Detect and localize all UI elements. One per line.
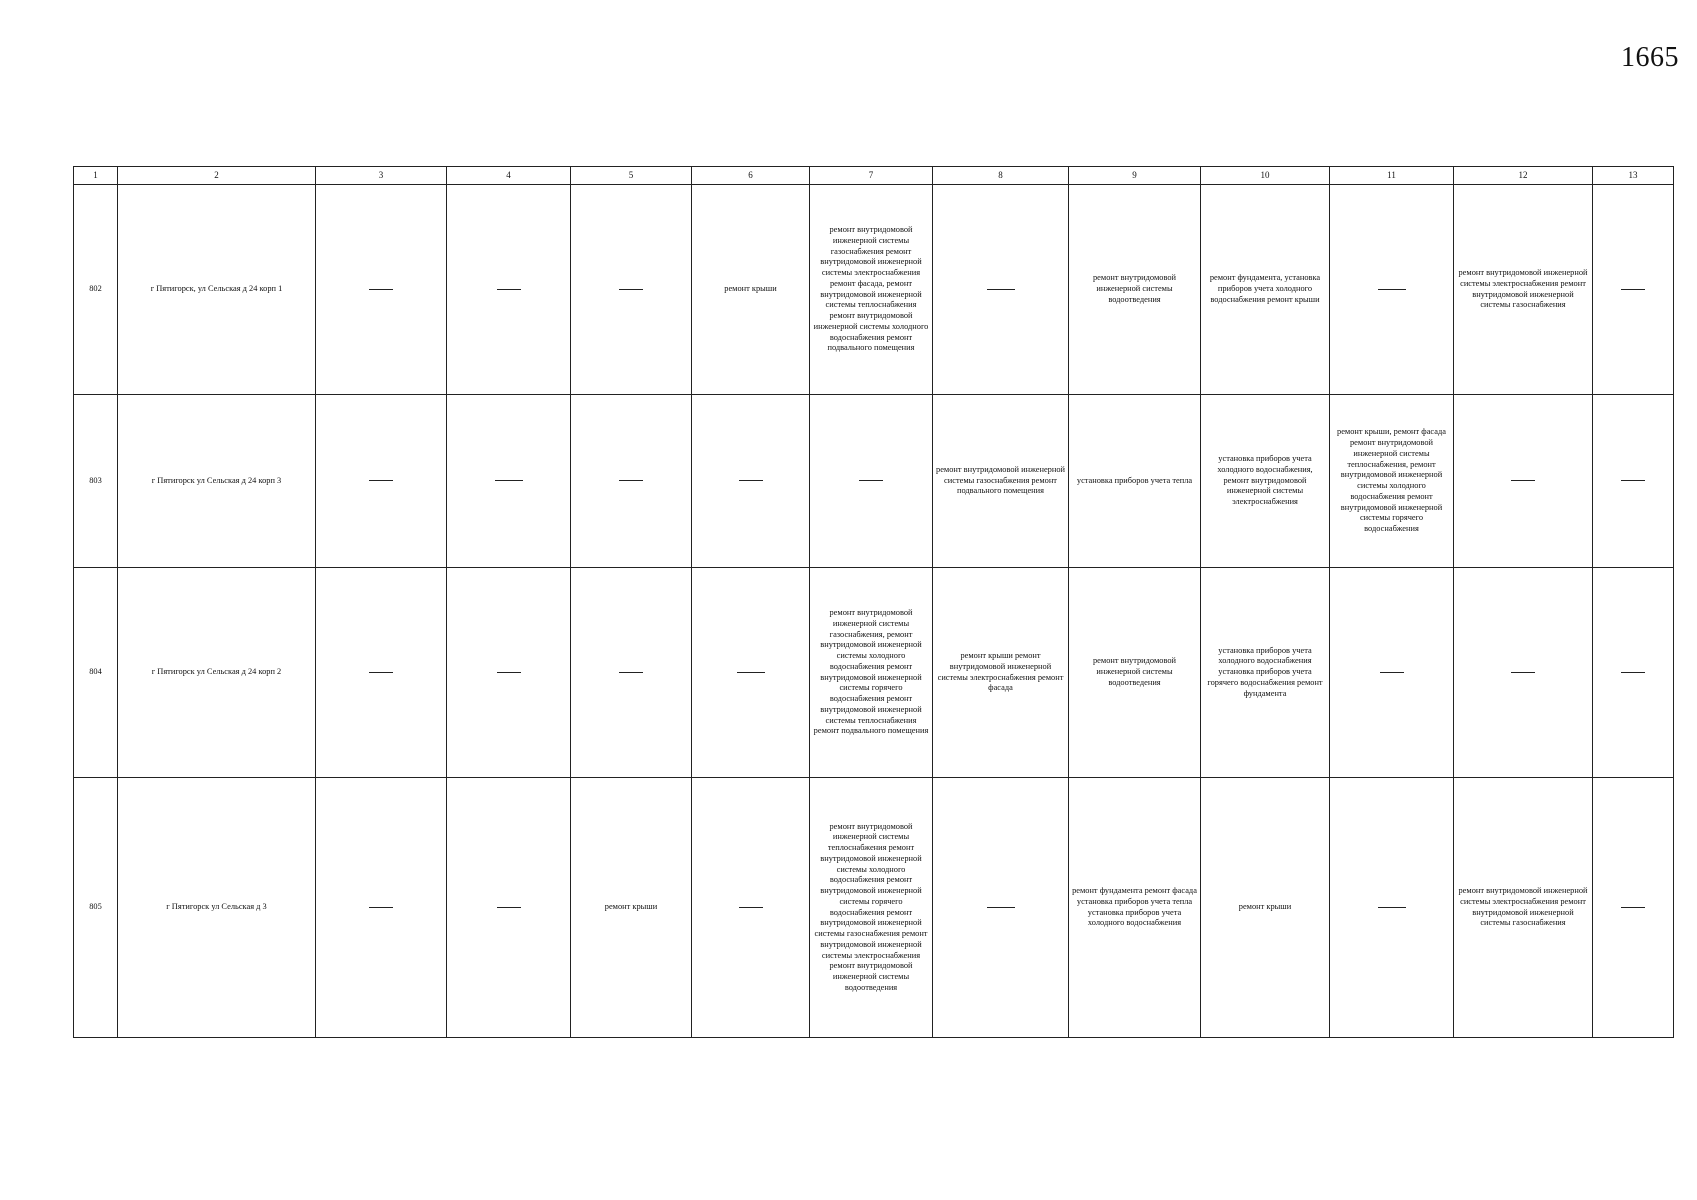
table-cell: [316, 778, 447, 1038]
table-cell: [316, 395, 447, 568]
table-cell: [692, 395, 810, 568]
table-row: [74, 395, 1674, 568]
column-header: 7: [810, 167, 933, 185]
dash-mark: [497, 672, 521, 673]
page-number: 1665: [1621, 42, 1679, 73]
table-cell: [447, 395, 571, 568]
table-cell: ремонт внутридомовой инженерной системы водоотведения: [1069, 568, 1201, 778]
table-cell: [447, 778, 571, 1038]
dash-mark: [737, 672, 765, 673]
column-header: 12: [1454, 167, 1593, 185]
table-cell: ремонт внутридомовой инженерной системы газоснабжения, ремонт внутридомовой инженерной системы холодного водоснабжения ремонт внутридомовой инженерной системы горячего водоснабжения ремонт внутридомовой инженерной системы теплоснабжения ремонт подвального помещения: [810, 568, 933, 778]
column-number-row: [74, 167, 1674, 185]
dash-mark: [619, 480, 643, 481]
table-cell: ремонт внутридомовой инженерной системы теплоснабжения ремонт внутридомовой инженерной системы холодного водоснабжения ремонт внутридомовой инженерной системы горячего водоснабжения ремонт внутридомовой инженерной системы газоснабжения ремонт внутридомовой инженерной системы электроснабжения ремонт внутридомовой инженерной системы водоотведения: [810, 778, 933, 1038]
table-cell: ремонт внутридомовой инженерной системы электроснабжения ремонт внутридомовой инженерной системы газоснабжения: [1454, 778, 1593, 1038]
table-cell: [810, 395, 933, 568]
table-cell: [692, 568, 810, 778]
table-cell: ремонт крыши ремонт внутридомовой инженерной системы электроснабжения ремонт фасада: [933, 568, 1069, 778]
dash-mark: [1621, 907, 1645, 908]
table-cell: установка приборов учета холодного водоснабжения, ремонт внутридомовой инженерной системы электроснабжения: [1201, 395, 1330, 568]
dash-mark: [987, 289, 1015, 290]
address-cell: г Пятигорск ул Сельская д 24 корп 3: [118, 395, 316, 568]
column-header: 9: [1069, 167, 1201, 185]
column-header: 5: [571, 167, 692, 185]
table-cell: ремонт крыши: [1201, 778, 1330, 1038]
column-header: 2: [118, 167, 316, 185]
column-header: 6: [692, 167, 810, 185]
dash-mark: [369, 907, 393, 908]
table-cell: ремонт крыши: [571, 778, 692, 1038]
row-number: 803: [74, 395, 118, 568]
table-cell: [933, 778, 1069, 1038]
table-cell: установка приборов учета холодного водоснабжения установка приборов учета горячего водоснабжения ремонт фундамента: [1201, 568, 1330, 778]
table-cell: [447, 568, 571, 778]
table-cell: установка приборов учета тепла: [1069, 395, 1201, 568]
dash-mark: [1378, 907, 1406, 908]
dash-mark: [1621, 480, 1645, 481]
table-cell: [1454, 568, 1593, 778]
dash-mark: [1511, 480, 1535, 481]
dash-mark: [369, 480, 393, 481]
dash-mark: [739, 907, 763, 908]
dash-mark: [495, 480, 523, 481]
table-cell: [316, 185, 447, 395]
column-header: 8: [933, 167, 1069, 185]
table-cell: [316, 568, 447, 778]
table-cell: [447, 185, 571, 395]
repair-schedule-table: [73, 166, 1674, 1038]
dash-mark: [497, 907, 521, 908]
column-header: 1: [74, 167, 118, 185]
dash-mark: [987, 907, 1015, 908]
address-cell: г Пятигорск ул Сельская д 3: [118, 778, 316, 1038]
table-cell: [1330, 778, 1454, 1038]
address-cell: г Пятигорск ул Сельская д 24 корп 2: [118, 568, 316, 778]
table-cell: [571, 395, 692, 568]
column-header: 10: [1201, 167, 1330, 185]
row-number: 804: [74, 568, 118, 778]
dash-mark: [739, 480, 763, 481]
table-cell: [1593, 568, 1674, 778]
dash-mark: [619, 672, 643, 673]
dash-mark: [1511, 672, 1535, 673]
table-cell: [571, 568, 692, 778]
dash-mark: [1380, 672, 1404, 673]
table-cell: ремонт крыши, ремонт фасада ремонт внутридомовой инженерной системы теплоснабжения, ремонт внутридомовой инженерной системы холодного водоснабжения ремонт внутридомовой инженерной системы горячего водоснабжения: [1330, 395, 1454, 568]
table-cell: [571, 185, 692, 395]
table-cell: ремонт фундамента ремонт фасада установка приборов учета тепла установка приборов учета холодного водоснабжения: [1069, 778, 1201, 1038]
table-cell: [1593, 185, 1674, 395]
table-cell: [933, 185, 1069, 395]
table-cell: [1330, 185, 1454, 395]
table-cell: ремонт крыши: [692, 185, 810, 395]
table-cell: [1330, 568, 1454, 778]
dash-mark: [619, 289, 643, 290]
column-header: 13: [1593, 167, 1674, 185]
dash-mark: [369, 289, 393, 290]
table-cell: ремонт внутридомовой инженерной системы электроснабжения ремонт внутридомовой инженерной системы газоснабжения: [1454, 185, 1593, 395]
table-row: [74, 778, 1674, 1038]
dash-mark: [1378, 289, 1406, 290]
table-cell: [692, 778, 810, 1038]
dash-mark: [1621, 289, 1645, 290]
table-cell: [1454, 395, 1593, 568]
dash-mark: [1621, 672, 1645, 673]
table-row: [74, 185, 1674, 395]
table-row: [74, 568, 1674, 778]
column-header: 11: [1330, 167, 1454, 185]
table-cell: ремонт внутридомовой инженерной системы газоснабжения ремонт подвального помещения: [933, 395, 1069, 568]
row-number: 802: [74, 185, 118, 395]
table-cell: ремонт внутридомовой инженерной системы газоснабжения ремонт внутридомовой инженерной системы электроснабжения ремонт фасада, ремонт внутридомовой инженерной системы теплоснабжения ремонт внутридомовой инженерной системы холодного водоснабжения ремонт подвального помещения: [810, 185, 933, 395]
dash-mark: [369, 672, 393, 673]
column-header: 3: [316, 167, 447, 185]
column-header: 4: [447, 167, 571, 185]
dash-mark: [497, 289, 521, 290]
row-number: 805: [74, 778, 118, 1038]
table-cell: [1593, 395, 1674, 568]
address-cell: г Пятигорск, ул Сельская д 24 корп 1: [118, 185, 316, 395]
dash-mark: [859, 480, 883, 481]
table-cell: [1593, 778, 1674, 1038]
table-cell: ремонт фундамента, установка приборов учета холодного водоснабжения ремонт крыши: [1201, 185, 1330, 395]
table-cell: ремонт внутридомовой инженерной системы водоотведения: [1069, 185, 1201, 395]
